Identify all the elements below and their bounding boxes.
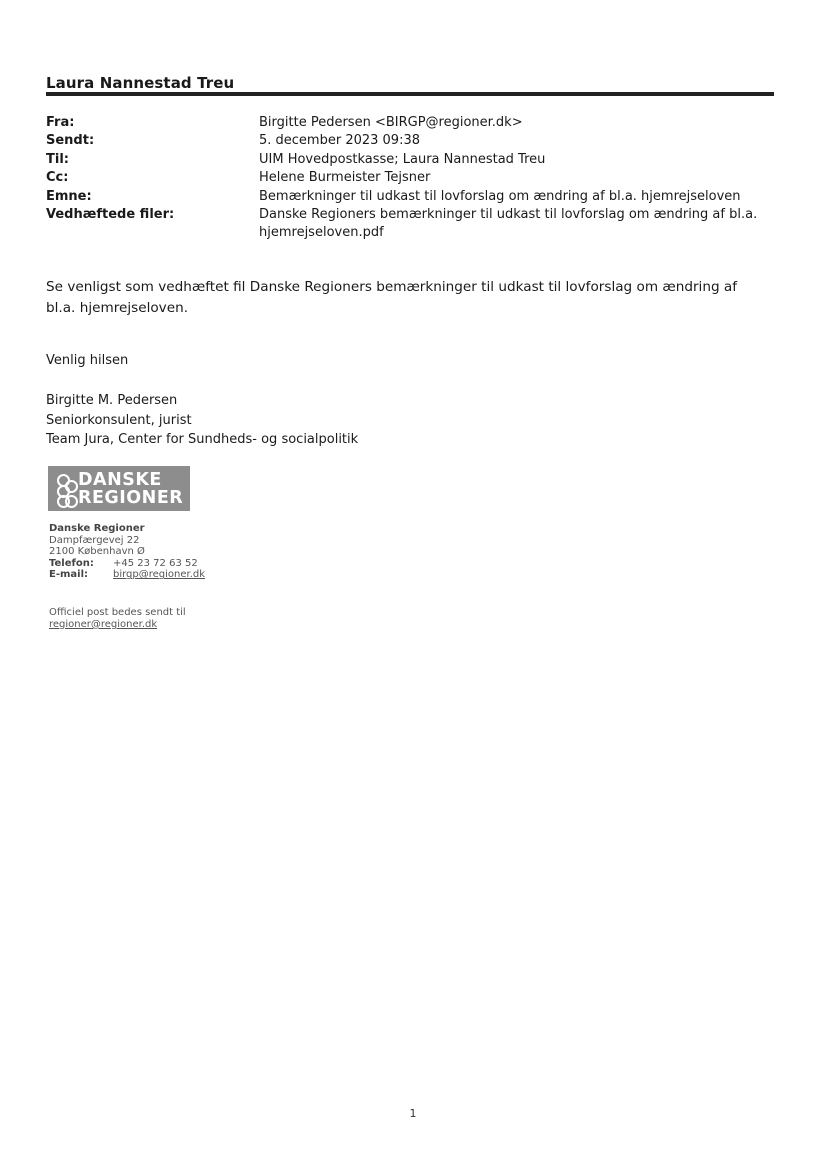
to-label: Til: (46, 151, 69, 167)
page-number: 1 (409, 1107, 417, 1120)
contact-street: Dampfærgevej 22 (49, 534, 140, 546)
header-row-subject (46, 188, 786, 206)
contact-org: Danske Regioner (49, 523, 145, 534)
subject-label: Emne: (46, 188, 92, 204)
signature-block (46, 391, 358, 450)
contact-phone-row (49, 558, 205, 570)
attachments-value: Danske Regioners bemærkninger til udkast til lovforslag om ændring af bl.a. hjemrejseloven.pdf (259, 207, 758, 241)
from-value: Birgitte Pedersen <BIRGP@regioner.dk> (259, 115, 523, 130)
email-header-fields (46, 114, 786, 243)
to-value: UIM Hovedpostkasse; Laura Nannestad Treu (259, 151, 546, 167)
phone-label: Telefon: (49, 557, 94, 569)
closing-greeting: Venlig hilsen (46, 353, 129, 368)
signature-title: Seniorkonsulent, jurist (46, 412, 192, 428)
header-row-from (46, 114, 786, 132)
logo-line-1: DANSKE (78, 469, 162, 490)
header-divider (46, 92, 774, 96)
logo-circle (65, 480, 78, 493)
email-label: E-mail: (49, 569, 89, 581)
regions-logo-icon (48, 466, 78, 511)
attachments-label: Vedhæftede filer: (46, 207, 175, 223)
contact-city: 2100 København Ø (49, 546, 145, 558)
from-label: Fra: (46, 115, 75, 130)
logo-wordmark (78, 471, 183, 507)
header-row-attachments (46, 206, 786, 243)
header-row-cc (46, 169, 786, 187)
official-post-note (49, 607, 186, 631)
header-row-to (46, 151, 786, 169)
logo-line-2: REGIONER (78, 487, 184, 508)
email-body-text: Se venligst som vedhæftet fil Danske Regioners bemærkninger til udkast til lovforslag om ændring af bl.a. hjemrejseloven. (46, 279, 738, 316)
official-email-link[interactable]: regioner@regioner.dk (49, 619, 158, 630)
mailbox-owner-name: Laura Nannestad Treu (46, 74, 235, 92)
email-link[interactable]: birgp@regioner.dk (113, 569, 206, 581)
contact-email-row (49, 569, 205, 581)
official-note-text: Officiel post bedes sendt til (49, 607, 186, 618)
logo-circle (65, 495, 78, 508)
phone-value: +45 23 72 63 52 (113, 557, 198, 569)
signature-name: Birgitte M. Pedersen (46, 393, 178, 408)
cc-value: Helene Burmeister Tejsner (259, 170, 431, 186)
subject-value: Bemærkninger til udkast til lovforslag om ændring af bl.a. hjemrejseloven (259, 188, 741, 204)
sent-value: 5. december 2023 09:38 (259, 133, 421, 149)
danske-regioner-logo (48, 466, 190, 511)
signature-team: Team Jura, Center for Sundheds- og socialpolitik (46, 432, 359, 447)
contact-block (49, 523, 205, 581)
cc-label: Cc: (46, 170, 69, 186)
header-row-sent (46, 132, 786, 150)
sent-label: Sendt: (46, 133, 95, 149)
